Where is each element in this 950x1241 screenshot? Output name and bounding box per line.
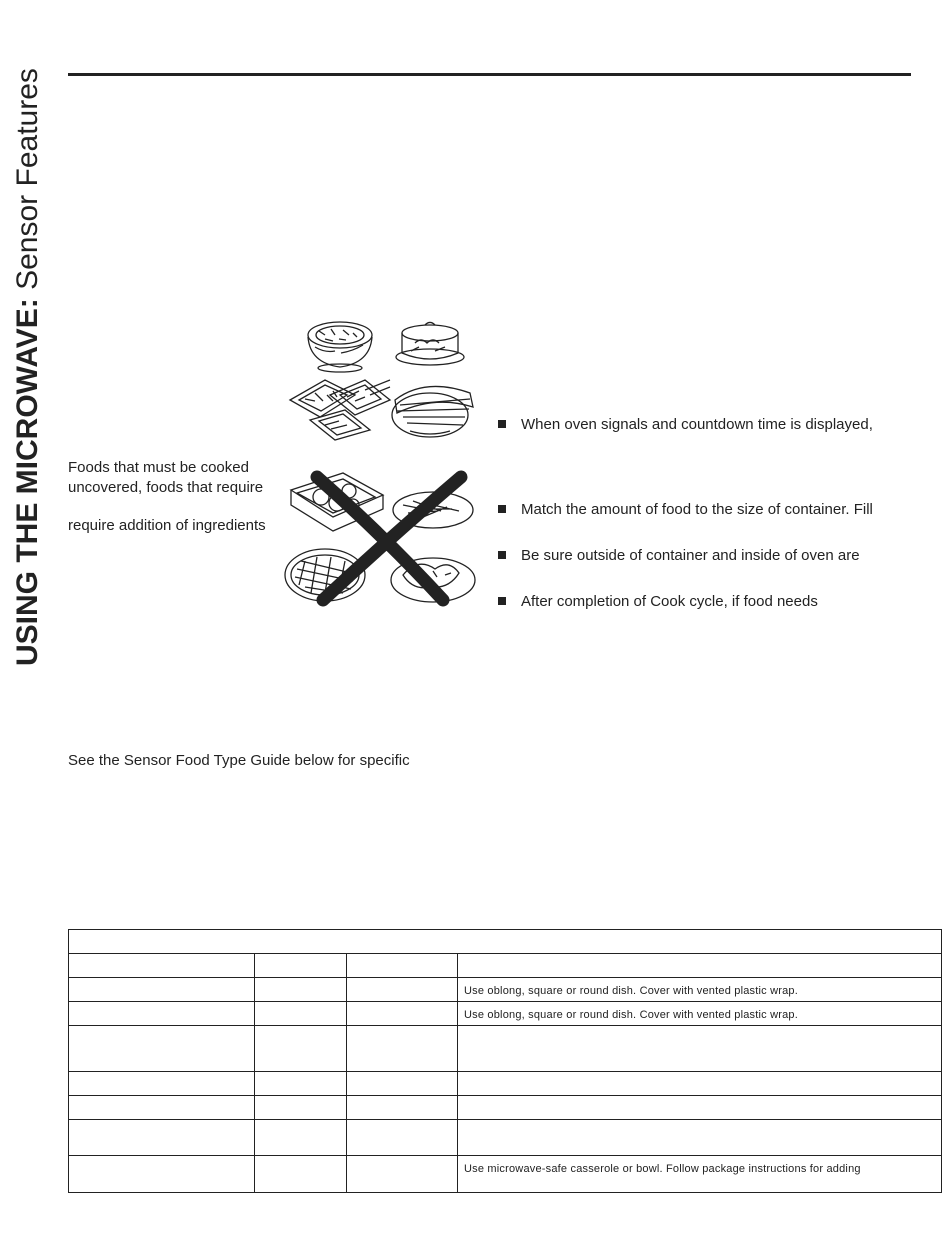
table-row [69, 1120, 942, 1156]
table-cell [347, 1002, 458, 1026]
see-guide-text: See the Sensor Food Type Guide below for specific [68, 752, 410, 769]
table-cell [255, 1002, 347, 1026]
bullet-square-icon [498, 505, 506, 513]
header-rule [68, 73, 911, 76]
table-cell [69, 1096, 255, 1120]
header-cell [347, 954, 458, 978]
table-note-cell: Use microwave-safe casserole or bowl. Follow package instructions for adding [458, 1156, 942, 1193]
table-cell [69, 1026, 255, 1072]
unsuitable-foods-line-1: Foods that must be cooked [68, 459, 249, 476]
table-cell [69, 1072, 255, 1096]
table-cell [255, 978, 347, 1002]
header-cell [69, 954, 255, 978]
table-note-cell [458, 1120, 942, 1156]
side-title [4, 26, 52, 666]
table-note-cell [458, 1072, 942, 1096]
covered-food-containers-icon [285, 315, 485, 450]
table-row [69, 1072, 942, 1096]
side-title-light: Sensor Features [11, 68, 44, 299]
table-cell [69, 1002, 255, 1026]
header-cell [458, 954, 942, 978]
table-header-row [69, 954, 942, 978]
bullet-text: Be sure outside of container and inside of oven are [521, 547, 860, 564]
bullet-after-cook [498, 592, 818, 611]
table-note-cell: Use oblong, square or round dish. Cover with vented plastic wrap. [458, 1002, 942, 1026]
bullet-square-icon [498, 551, 506, 559]
table-cell [69, 978, 255, 1002]
table-title-row [69, 930, 942, 954]
side-title-bold: USING THE MICROWAVE: [11, 298, 44, 666]
table-cell [255, 1096, 347, 1120]
table-row [69, 1156, 942, 1193]
table-cell [69, 1156, 255, 1193]
table-row [69, 1026, 942, 1072]
table-cell [347, 1026, 458, 1072]
bullet-match-amount [498, 500, 873, 519]
table-cell [347, 978, 458, 1002]
bullet-text: When oven signals and countdown time is displayed, [521, 416, 873, 433]
sensor-food-type-guide-table [68, 929, 942, 1193]
table-cell [347, 1096, 458, 1120]
table-cell [255, 1120, 347, 1156]
bullet-countdown [498, 415, 873, 434]
table-cell [347, 1120, 458, 1156]
unsuitable-foods-line-3: require addition of ingredients [68, 517, 266, 534]
table-cell [347, 1156, 458, 1193]
table-row [69, 1002, 942, 1026]
header-cell [255, 954, 347, 978]
bullet-text: Match the amount of food to the size of container. Fill [521, 501, 873, 518]
bullet-text: After completion of Cook cycle, if food needs [521, 593, 818, 610]
table-cell [69, 1120, 255, 1156]
bullet-square-icon [498, 420, 506, 428]
table-note-cell [458, 1026, 942, 1072]
unsuitable-foods-line-2: uncovered, foods that require [68, 479, 264, 496]
bullet-container-dry [498, 546, 860, 565]
table-cell [347, 1072, 458, 1096]
table-row [69, 978, 942, 1002]
table-cell [255, 1156, 347, 1193]
crossed-out-foods-icon [283, 465, 485, 613]
table-note-cell: Use oblong, square or round dish. Cover with vented plastic wrap. [458, 978, 942, 1002]
table-title-cell [69, 930, 942, 954]
table-cell [255, 1072, 347, 1096]
table-note-cell [458, 1096, 942, 1120]
bullet-square-icon [498, 597, 506, 605]
table-row [69, 1096, 942, 1120]
table-cell [255, 1026, 347, 1072]
